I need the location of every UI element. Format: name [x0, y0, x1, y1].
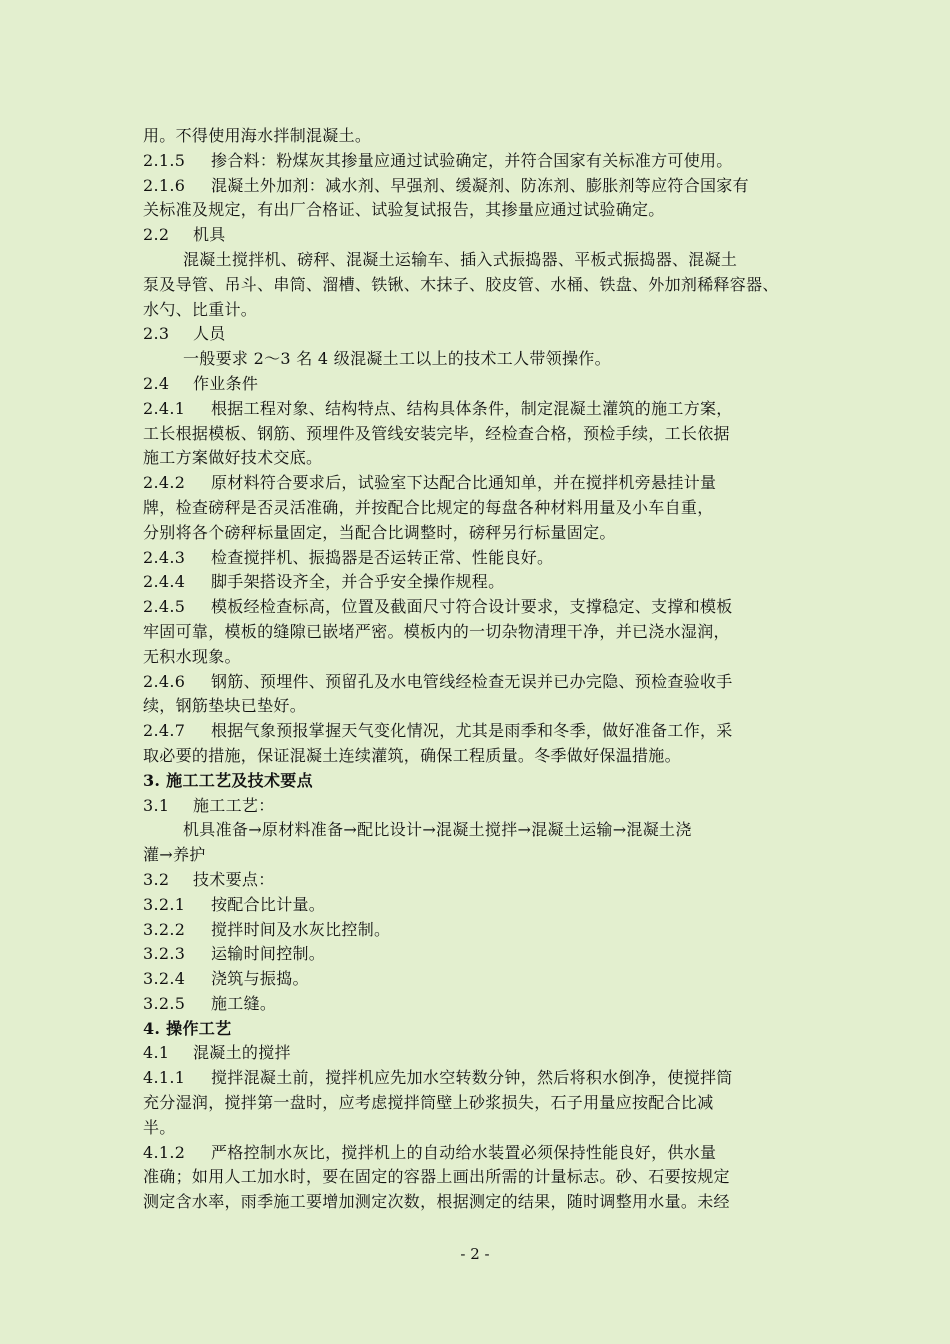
section-title: 人员: [193, 324, 226, 344]
item-number: 3.2.4: [143, 969, 186, 989]
section-title: 混凝土的搅拌: [193, 1043, 291, 1063]
section-3-2-heading: [143, 868, 815, 893]
list-item-2-4-2: [143, 471, 815, 496]
document-body: [143, 124, 815, 1215]
section-number: 2.2: [143, 225, 170, 245]
text-line: 测定含水率，雨季施工要增加测定次数，根据测定的结果，随时调整用水量。未经: [143, 1192, 730, 1212]
item-number: 4.1.1: [143, 1068, 186, 1088]
item-text: 掺合料：粉煤灰其掺量应通过试验确定，并符合国家有关标准方可使用。: [211, 150, 733, 170]
text-line: 准确；如用人工加水时，要在固定的容器上画出所需的计量标志。砂、石要按规定: [143, 1167, 730, 1187]
item-number: 2.1.6: [143, 175, 186, 195]
section-2-4-heading: [143, 372, 815, 397]
item-number: 2.4.5: [143, 597, 186, 617]
item-text: 脚手架搭设齐全，并合乎安全操作规程。: [211, 572, 505, 592]
section-number: 3.1: [143, 795, 170, 815]
item-number: 3.2.3: [143, 944, 186, 964]
list-item-3-2-5: [143, 992, 815, 1017]
list-item-2-4-5: [143, 595, 815, 620]
chapter-3-heading: 3. 施工工艺及技术要点: [143, 770, 313, 790]
section-number: 2.4: [143, 373, 170, 393]
item-text: 施工缝。: [211, 993, 277, 1013]
item-text: 钢筋、预埋件、预留孔及水电管线经检查无误并已办完隐、预检查验收手: [211, 671, 733, 691]
list-item-3-2-4: [143, 967, 815, 992]
list-item-2-4-1: [143, 397, 815, 422]
item-number: 2.4.7: [143, 721, 186, 741]
item-number: 2.4.2: [143, 473, 186, 493]
section-title: 施工工艺：: [193, 795, 275, 815]
list-item-2-4-7: [143, 719, 815, 744]
list-item-3-2-1: [143, 893, 815, 918]
section-3-1-heading: [143, 794, 815, 819]
list-item-4-1-2: [143, 1141, 815, 1166]
section-title: 机具: [193, 225, 226, 245]
item-text: 运输时间控制。: [211, 944, 326, 964]
list-item-2-1-5: [143, 149, 815, 174]
section-title: 作业条件: [193, 373, 259, 393]
text-line: 一般要求 2～3 名 4 级混凝土工以上的技术工人带领操作。: [183, 349, 611, 369]
text-line: 续，钢筋垫块已垫好。: [143, 696, 307, 716]
text-line: 牌，检查磅秤是否灵活准确，并按配合比规定的每盘各种材料用量及小车自重，: [143, 497, 714, 517]
list-item-4-1-1: [143, 1066, 815, 1091]
text-line: 取必要的措施，保证混凝土连续灌筑，确保工程质量。冬季做好保温措施。: [143, 745, 681, 765]
list-item-3-2-2: [143, 918, 815, 943]
section-2-2-heading: [143, 223, 815, 248]
text-line: 施工方案做好技术交底。: [143, 448, 323, 468]
section-2-3-heading: [143, 322, 815, 347]
item-text: 模板经检查标高，位置及截面尺寸符合设计要求，支撑稳定、支撑和模板: [211, 597, 733, 617]
item-number: 2.4.3: [143, 547, 186, 567]
section-4-1-heading: [143, 1041, 815, 1066]
item-text: 按配合比计量。: [211, 894, 326, 914]
item-number: 3.2.1: [143, 894, 186, 914]
section-title: 技术要点：: [193, 869, 275, 889]
item-number: 2.4.6: [143, 671, 186, 691]
list-item-2-4-3: [143, 546, 815, 571]
list-item-2-1-6: [143, 174, 815, 199]
item-text: 浇筑与振捣。: [211, 969, 309, 989]
item-text: 检查搅拌机、振捣器是否运转正常、性能良好。: [211, 547, 554, 567]
item-number: 3.2.2: [143, 919, 186, 939]
list-item-2-4-6: [143, 670, 815, 695]
item-number: 2.4.1: [143, 398, 186, 418]
page-number: - 2 -: [460, 1245, 490, 1263]
text-line: 水勺、比重计。: [143, 299, 258, 319]
text-line: 工长根据模板、钢筋、预埋件及管线安装完毕，经检查合格，预检手续，工长依据: [143, 423, 730, 443]
text-line: 牢固可靠，模板的缝隙已嵌堵严密。模板内的一切杂物清理干净，并已浇水湿润，: [143, 621, 730, 641]
item-number: 3.2.5: [143, 993, 186, 1013]
section-number: 3.2: [143, 869, 170, 889]
text-line: 充分湿润，搅拌第一盘时，应考虑搅拌筒壁上砂浆损失，石子用量应按配合比减: [143, 1093, 714, 1113]
text-line: 分别将各个磅秤标量固定，当配合比调整时，磅秤另行标量固定。: [143, 522, 616, 542]
chapter-4-heading: 4. 操作工艺: [143, 1018, 232, 1038]
item-number: 2.1.5: [143, 150, 186, 170]
list-item-3-2-3: [143, 942, 815, 967]
text-line: 用。不得使用海水拌制混凝土。: [143, 126, 372, 145]
text-line: 无积水现象。: [143, 646, 241, 666]
process-flow-line: 机具准备→原材料准备→配比设计→混凝土搅拌→混凝土运输→混凝土浇: [183, 820, 692, 840]
section-number: 2.3: [143, 324, 170, 344]
section-number: 4.1: [143, 1043, 170, 1063]
text-line: 泵及导管、吊斗、串筒、溜槽、铁锹、木抹子、胶皮管、水桶、铁盘、外加剂稀释容器、: [143, 274, 779, 294]
text-line: 半。: [143, 1117, 176, 1137]
text-line: 关标准及规定，有出厂合格证、试验复试报告，其掺量应通过试验确定。: [143, 200, 665, 220]
item-number: 2.4.4: [143, 572, 186, 592]
list-item-2-4-4: [143, 570, 815, 595]
text-line: 混凝土搅拌机、磅秤、混凝土运输车、插入式振捣器、平板式振捣器、混凝土: [183, 249, 738, 269]
item-text: 搅拌时间及水灰比控制。: [211, 919, 391, 939]
item-text: 混凝土外加剂：减水剂、早强剂、缓凝剂、防冻剂、膨胀剂等应符合国家有: [211, 175, 749, 195]
item-number: 4.1.2: [143, 1142, 186, 1162]
item-text: 根据工程对象、结构特点、结构具体条件，制定混凝土灌筑的施工方案，: [211, 398, 733, 418]
item-text: 根据气象预报掌握天气变化情况，尤其是雨季和冬季，做好准备工作，采: [211, 721, 733, 741]
item-text: 原材料符合要求后，试验室下达配合比通知单，并在搅拌机旁悬挂计量: [211, 473, 717, 493]
item-text: 严格控制水灰比，搅拌机上的自动给水装置必须保持性能良好，供水量: [211, 1142, 717, 1162]
item-text: 搅拌混凝土前，搅拌机应先加水空转数分钟，然后将积水倒净，使搅拌筒: [211, 1068, 733, 1088]
process-flow-line: 灌→养护: [143, 845, 206, 865]
